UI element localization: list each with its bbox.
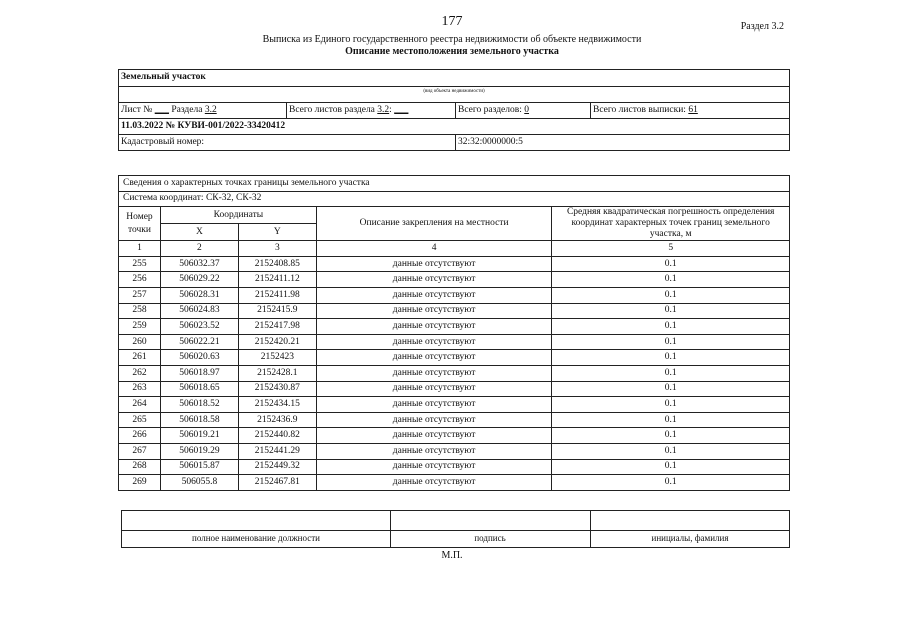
date-number: 11.03.2022 № КУВИ-001/2022-33420412 [121,121,286,131]
point-description: данные отсутствуют [316,287,552,303]
table-row [119,428,790,444]
cadastral-value: 32:32:0000000:5 [458,137,523,147]
point-description: данные отсутствуют [316,475,552,491]
point-error: 0.1 [552,334,790,350]
point-x: 506018.52 [160,397,238,413]
col-desc-header: Описание закрепления на местности [316,207,552,241]
point-y: 2152415.9 [238,303,316,319]
point-error: 0.1 [552,272,790,288]
name-label: инициалы, фамилия [651,533,729,543]
point-number: 256 [119,272,161,288]
total-sheets-section: Всего листов раздела 3.2: ___ [289,105,409,115]
point-description: данные отсутствуют [316,443,552,459]
point-number: 261 [119,350,161,366]
point-number: 264 [119,397,161,413]
table-row [119,397,790,413]
point-number: 257 [119,287,161,303]
point-x: 506028.31 [160,287,238,303]
col-number-header: Номер точки [119,207,161,241]
table-row [119,381,790,397]
point-description: данные отсутствуют [316,350,552,366]
table-row [119,412,790,428]
point-number: 266 [119,428,161,444]
cadastral-label: Кадастровый номер: [121,137,205,147]
point-y: 2152408.85 [238,256,316,272]
point-x: 506024.83 [160,303,238,319]
points-table [118,175,790,491]
point-x: 506022.21 [160,334,238,350]
col-coords-header: Координаты [160,207,316,224]
point-x: 506032.37 [160,256,238,272]
point-description: данные отсутствуют [316,365,552,381]
point-number: 259 [119,319,161,335]
point-error: 0.1 [552,256,790,272]
point-error: 0.1 [552,397,790,413]
point-error: 0.1 [552,319,790,335]
point-description: данные отсутствуют [316,319,552,335]
point-description: данные отсутствуют [316,412,552,428]
point-number: 268 [119,459,161,475]
table-row [119,256,790,272]
point-error: 0.1 [552,443,790,459]
page-number: 177 [441,14,463,29]
table-row [119,365,790,381]
point-number: 263 [119,381,161,397]
col-index: 1 [119,241,161,257]
col-index: 2 [160,241,238,257]
point-description: данные отсутствуют [316,428,552,444]
point-y: 2152411.12 [238,272,316,288]
point-number: 265 [119,412,161,428]
point-y: 2152430.87 [238,381,316,397]
point-number: 269 [119,475,161,491]
table-row [119,475,790,491]
document-subtitle: Описание местоположения земельного участка [345,46,559,57]
point-description: данные отсутствуют [316,334,552,350]
point-description: данные отсутствуют [316,459,552,475]
point-error: 0.1 [552,365,790,381]
point-error: 0.1 [552,381,790,397]
point-y: 2152417.98 [238,319,316,335]
table-row [119,303,790,319]
point-x: 506023.52 [160,319,238,335]
point-error: 0.1 [552,428,790,444]
col-index: 4 [316,241,552,257]
point-number: 262 [119,365,161,381]
point-x: 506018.97 [160,365,238,381]
point-y: 2152411.98 [238,287,316,303]
table-row [119,459,790,475]
point-x: 506015.87 [160,459,238,475]
position-label: полное наименование должности [192,533,320,543]
table-row [119,272,790,288]
point-x: 506019.29 [160,443,238,459]
section-label: Раздел 3.2 [740,21,784,32]
table-row [119,334,790,350]
col-y-header: Y [238,224,316,241]
point-error: 0.1 [552,303,790,319]
table-row [119,443,790,459]
coord-system: Система координат: СК-32, СК-32 [119,191,790,207]
point-y: 2152440.82 [238,428,316,444]
point-description: данные отсутствуют [316,397,552,413]
table-row [119,350,790,366]
sheet-number: Лист № ___ Раздела 3.2 [121,105,217,115]
point-error: 0.1 [552,475,790,491]
point-description: данные отсутствуют [316,303,552,319]
point-number: 258 [119,303,161,319]
table-row [119,287,790,303]
document-title: Выписка из Единого государственного реестра недвижимости об объекте недвижимости [262,34,642,45]
point-description: данные отсутствуют [316,381,552,397]
col-x-header: X [160,224,238,241]
total-sections: Всего разделов: 0 [458,105,530,115]
total-sheets: Всего листов выписки: 61 [593,105,698,115]
object-type-caption: (вид объекта недвижимости) [423,89,485,94]
point-y: 2152434.15 [238,397,316,413]
header-block [118,69,790,151]
col-index: 5 [552,241,790,257]
point-y: 2152436.9 [238,412,316,428]
signature-label: подпись [474,533,506,543]
object-type: Земельный участок [121,72,206,82]
stamp-label: М.П. [441,550,463,561]
point-y: 2152449.32 [238,459,316,475]
table-caption: Сведения о характерных точках границы земельного участка [119,176,790,192]
point-error: 0.1 [552,412,790,428]
point-x: 506029.22 [160,272,238,288]
point-error: 0.1 [552,350,790,366]
table-row [119,319,790,335]
point-error: 0.1 [552,459,790,475]
point-y: 2152441.29 [238,443,316,459]
col-index: 3 [238,241,316,257]
point-number: 255 [119,256,161,272]
signature-block [121,510,790,548]
point-error: 0.1 [552,287,790,303]
point-y: 2152467.81 [238,475,316,491]
point-y: 2152420.21 [238,334,316,350]
point-x: 506055.8 [160,475,238,491]
point-description: данные отсутствуют [316,272,552,288]
point-x: 506020.63 [160,350,238,366]
point-number: 267 [119,443,161,459]
point-x: 506019.21 [160,428,238,444]
col-error-header: Средняя квадратическая погрешность определения координат характерных точек границ земельного участка, м [552,207,790,241]
point-y: 2152428.1 [238,365,316,381]
point-y: 2152423 [238,350,316,366]
point-x: 506018.65 [160,381,238,397]
point-number: 260 [119,334,161,350]
point-x: 506018.58 [160,412,238,428]
point-description: данные отсутствуют [316,256,552,272]
